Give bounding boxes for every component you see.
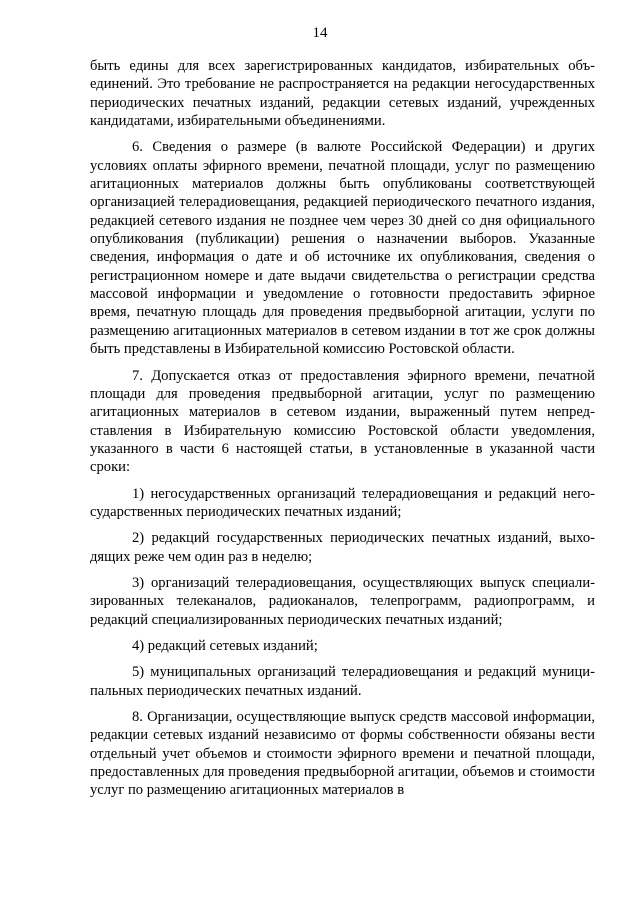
paragraph-continuation: быть едины для всех зарегистрированных кандидатов, избирательных объединений. Это требование не распространяется на редакции негосударственных периодических печатных изданий, редакции сетевых изданий, учрежденных кандидатами, избирательными объединениями. bbox=[90, 58, 595, 130]
paragraph-item-7: 7. Допускается отказ от предоставления эфирного времени, печатной площади для проведения предвыборной агитации, услуг по размещению агитационных материалов в сетевом издании, выраженный путем непредставления в Избирательную комиссию Ростовской области уведомления, указанного в части 6 настоящей статьи, в установленные в указанной части сроки: bbox=[90, 367, 595, 476]
list-item-4: 4) редакций сетевых изданий; bbox=[132, 637, 318, 654]
document-body bbox=[90, 57, 595, 808]
paragraph-item-6: 6. Сведения о размере (в валюте Российской Федерации) и других условиях оплаты эфирного времени, печатной площади, услуг по размещению агитационных материалов должны быть опубликованы соответствующей организацией телерадиовещания, редакцией периодического печатного издания, редакцией сетевого издания не позднее чем через 30 дней со дня официального опубликования (публикации) решения о назначении выборов. Указанные сведения, информация о дате и об источнике их опубликования, сведения о регистрационном номере и дате выдачи свидетельства о регистрации средства массовой информации и уведомление о готовности предоставить эфирное время, печатную площадь для проведения предвыборной агитации, услуги по размещению агитационных материалов в сетевом издании в тот же срок должны быть представлены в Избирательной комиссию Ростовской области. bbox=[90, 139, 595, 358]
list-item-5: 5) муниципальных организаций телерадиовещания и редакций муниципальных периодических печатных изданий. bbox=[90, 664, 595, 699]
page-number: 14 bbox=[312, 25, 328, 41]
list-item-1: 1) негосударственных организаций телерадиовещания и редакций негосударственных периодических печатных изданий; bbox=[90, 485, 595, 520]
list-item-2: 2) редакций государственных периодических печатных изданий, выходящих реже чем один раз в неделю; bbox=[90, 530, 595, 565]
list-item-3: 3) организаций телерадиовещания, осуществляющих выпуск специализированных телеканалов, радиоканалов, телепрограмм, радиопрограмм, и редакций специализированных периодических печатных изданий; bbox=[90, 574, 595, 628]
paragraph-item-8: 8. Организации, осуществляющие выпуск средств массовой информации, редакции сетевых изданий независимо от формы собственности обязаны вести отдельный учет объемов и стоимости эфирного времени и печатной площади, предоставленных для проведения предвыборной агитации, объемов и стоимости услуг по размещению агитационных материалов в bbox=[90, 709, 595, 799]
